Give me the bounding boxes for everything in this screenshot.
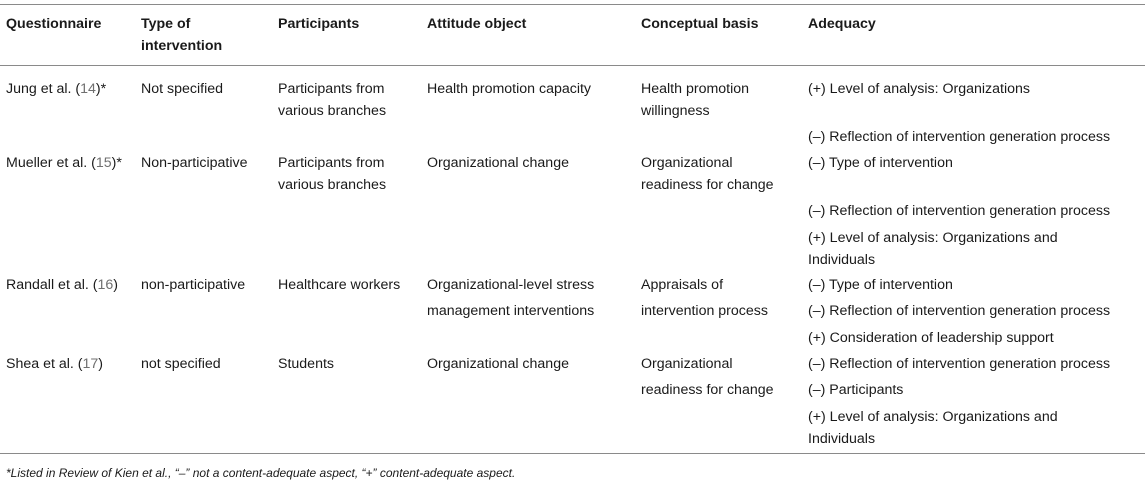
row-4-basis: Organizational readiness for change: [641, 356, 774, 398]
row-3-participants: Healthcare workers: [278, 277, 401, 293]
row-2-adequacy-3: (+) Level of analysis: Organizations and Individuals: [808, 230, 1058, 268]
row-3-type: non-participative: [141, 277, 246, 293]
row-2-type: Non-participative: [141, 155, 248, 171]
table-header-rule: [0, 65, 1145, 66]
row-4-attitude: Organizational change: [427, 356, 569, 372]
row-2-attitude: Organizational change: [427, 155, 569, 171]
row-2-questionnaire: Mueller et al. (15)*: [6, 155, 122, 171]
row-4-adequacy-3: (+) Level of analysis: Organizations and Individuals: [808, 409, 1058, 447]
row-3-adequacy-2: (–) Reflection of intervention generation process: [808, 303, 1111, 319]
row-2-adequacy-1: (–) Type of intervention: [808, 155, 953, 171]
row-1-adequacy-2: (–) Reflection of intervention generation process: [808, 129, 1111, 145]
table-top-rule: [0, 4, 1145, 5]
reference-link[interactable]: 14: [80, 81, 96, 97]
row-4-adequacy-1: (–) Reflection of intervention generation process: [808, 356, 1111, 372]
row-3-questionnaire: Randall et al. (16): [6, 277, 118, 293]
row-2-adequacy-2: (–) Reflection of intervention generation process: [808, 203, 1111, 219]
header-type-line-1: Type of: [141, 16, 191, 32]
row-1-basis: Health promotion willingness: [641, 81, 750, 119]
row-1-attitude: Health promotion capacity: [427, 81, 592, 97]
reference-link[interactable]: 17: [82, 356, 99, 372]
row-4-questionnaire: Shea et al. (17): [6, 356, 104, 372]
row-4-type: not specified: [141, 356, 221, 372]
row-1-adequacy-1: (+) Level of analysis: Organizations: [808, 81, 1030, 97]
row-1-questionnaire: Jung et al. (14)*: [6, 81, 107, 97]
reference-link[interactable]: 16: [97, 277, 114, 293]
header-conceptual-basis: Conceptual basis: [641, 16, 759, 32]
reference-link[interactable]: 15: [95, 155, 112, 171]
row-3-basis: Appraisals of intervention process: [641, 277, 768, 319]
row-3-adequacy-1: (–) Type of intervention: [808, 277, 953, 293]
header-attitude-object: Attitude object: [427, 16, 527, 32]
row-2-participants: Participants from various branches: [278, 155, 387, 193]
header-type-line-2: intervention: [141, 38, 223, 54]
row-4-adequacy-2: (–) Participants: [808, 382, 904, 398]
row-1-type: Not specified: [141, 81, 224, 97]
header-adequacy: Adequacy: [808, 16, 876, 32]
row-2-basis: Organizational readiness for change: [641, 155, 774, 193]
row-4-participants: Students: [278, 356, 335, 372]
table-footnote: *Listed in Review of Kien et al., “–” not a content-adequate aspect, “+” content-adequate aspect.: [6, 466, 516, 480]
row-3-adequacy-3: (+) Consideration of leadership support: [808, 330, 1054, 346]
table-bottom-rule: [0, 453, 1145, 454]
header-questionnaire: Questionnaire: [6, 16, 102, 32]
row-3-attitude: Organizational-level stress management interventions: [427, 277, 595, 319]
row-1-participants: Participants from various branches: [278, 81, 387, 119]
header-participants: Participants: [278, 16, 360, 32]
header-type-of-intervention: [141, 13, 222, 57]
